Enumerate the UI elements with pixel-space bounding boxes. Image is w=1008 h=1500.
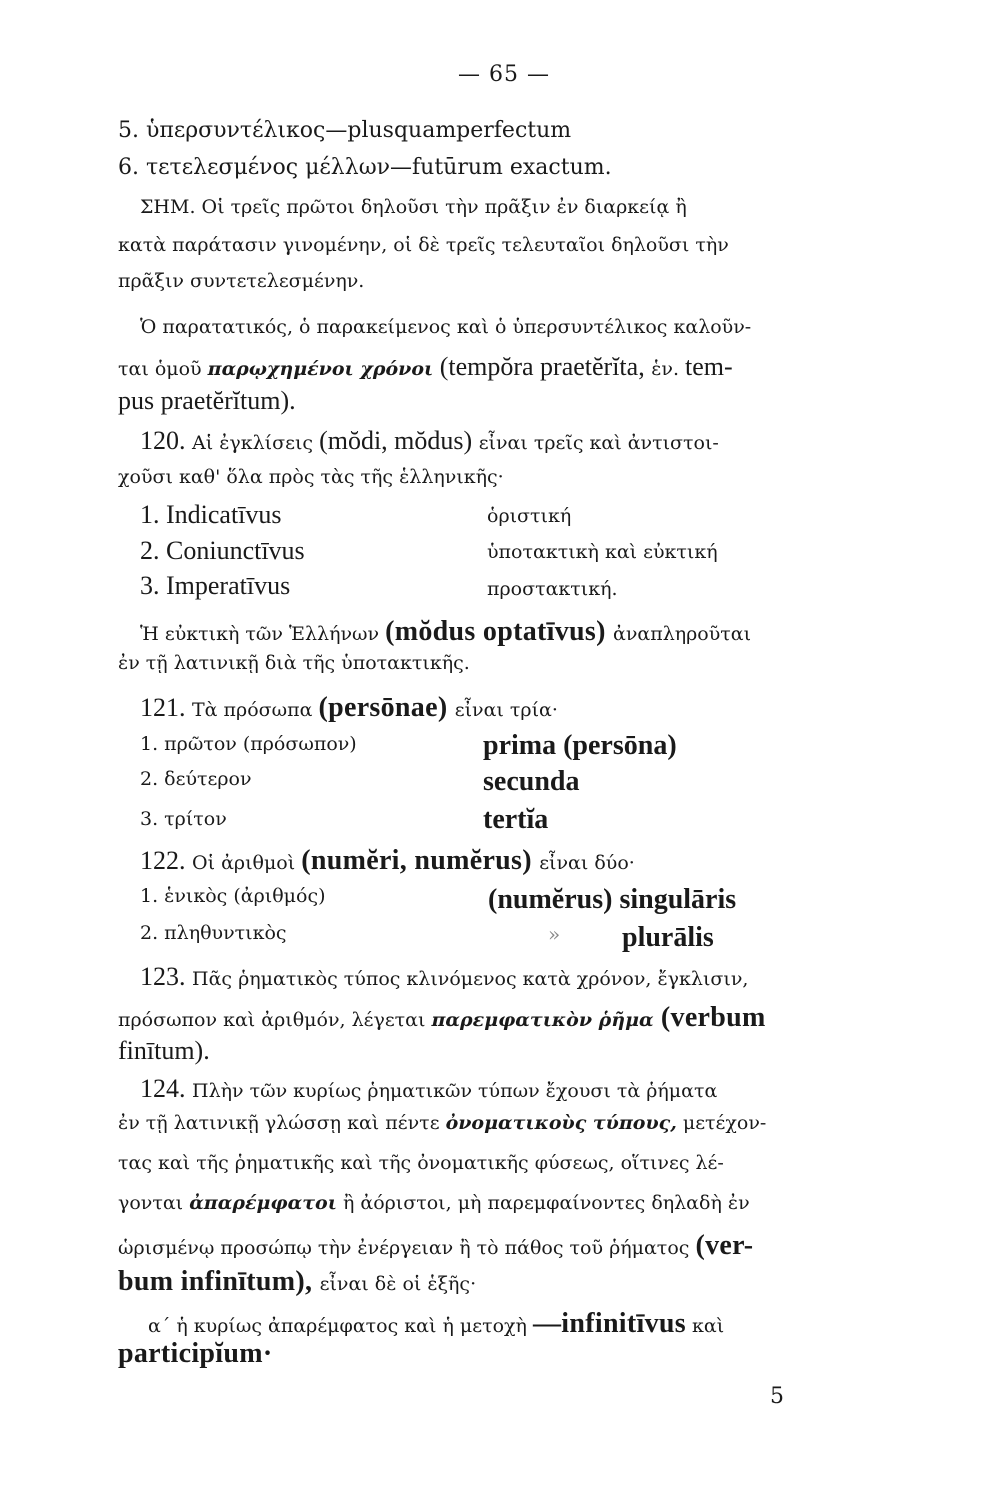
section-number: 122.: [140, 846, 192, 875]
text-line: [118, 1194, 750, 1213]
latin-text: participĭum·: [118, 1338, 273, 1369]
greek-text: Πλὴν τῶν κυρίως ῥηματικῶν τύπων ἔχουσι τὰ ῥήματα: [192, 1080, 718, 1102]
text-line: [118, 1114, 766, 1133]
number-row: [140, 887, 326, 906]
greek-text: ἢ ἀόριστοι, μὴ παρεμφαίνοντες δηλαδὴ ἐν: [336, 1192, 750, 1214]
person-latin: tertĭa: [483, 804, 549, 835]
person-latin: prima (persōna): [483, 730, 677, 761]
greek-text: Τὰ πρόσωπα: [192, 699, 319, 721]
greek-text: Ἡ εὐκτικὴ τῶν Ἑλλήνων: [140, 623, 386, 645]
greek-text: ἑν.: [651, 358, 686, 380]
mood-latin: 3. Imperatīvus: [140, 571, 291, 600]
greek-text: ἀναπληροῦται: [613, 623, 752, 645]
latin-text: finītum).: [118, 1036, 210, 1065]
emphasis-text: παρεμφατικὸν ῥῆμα: [431, 1009, 654, 1031]
greek-text: Αἱ ἐγκλίσεις: [192, 432, 320, 454]
text-line: [140, 428, 719, 454]
greek-text: εἶναι τρεῖς καὶ ἀντιστοι-: [478, 432, 719, 454]
text-line: [140, 198, 905, 217]
greek-text: καὶ: [685, 1315, 725, 1337]
greek-text: εἶναι τρία·: [454, 699, 558, 721]
greek-text: εἶναι δύο·: [539, 852, 635, 874]
greek-text: Πᾶς ῥηματικὸς τύπος κλινόμενος κατὰ χρόνον, ἔγκλισιν,: [192, 968, 749, 990]
text-line: [140, 964, 748, 990]
person-latin: secunda: [483, 766, 580, 797]
latin-text: (tempŏra praetĕrĭta,: [433, 352, 652, 381]
greek-text: ὡρισμένῳ προσώπῳ τὴν ἐνέργειαν ἢ τὸ πάθος τοῦ ῥήματος: [118, 1237, 696, 1259]
greek-text: α΄ ἡ κυρίως ἀπαρέμφατος καὶ ἡ μετοχὴ: [148, 1315, 533, 1337]
latin-text: (numĕri, numĕrus): [301, 845, 540, 876]
text-line: [118, 1004, 766, 1032]
section-number: 120.: [140, 426, 192, 455]
mood-row: [140, 538, 305, 564]
person-greek: 3. τρίτον: [140, 808, 227, 830]
latin-text: bum infinītum),: [118, 1266, 320, 1297]
text-line: [118, 236, 903, 255]
number-latin: plurālis: [622, 922, 714, 953]
mood-greek: ὁριστική: [487, 505, 572, 527]
latin-text: (mŏdus optatīvus): [385, 616, 613, 647]
text-line: [118, 388, 296, 414]
latin-text: —infinitīvus: [532, 1308, 686, 1339]
text-line: [118, 272, 364, 291]
note-line-3: πρᾶξιν συντετελεσμένην.: [118, 270, 365, 292]
latin-text: (persōnae): [318, 692, 455, 723]
greek-text: Οἱ ἀριθμοὶ: [192, 852, 302, 874]
person-greek: 2. δεύτερον: [140, 768, 252, 790]
latin-text: tem-: [685, 352, 733, 381]
latin-text: (verbum: [653, 1002, 766, 1033]
greek-text: χοῦσι καθ' ὅλα πρὸς τὰς τῆς ἑλληνικῆς·: [118, 466, 504, 488]
text-line: [118, 157, 612, 179]
number-greek: 2. πληθυντικὸς: [140, 922, 287, 944]
text-line: [118, 1232, 753, 1260]
latin-text: pus praetĕrĭtum).: [118, 386, 296, 415]
mood-greek: ὑποτακτικὴ καὶ εὐκτική: [487, 541, 718, 563]
greek-text: ἐν τῇ λατινικῇ διὰ τῆς ὑποτακτικῆς.: [118, 652, 470, 674]
person-row: [140, 810, 227, 829]
emphasis-text: ὀνοματικοὺς τύπους,: [445, 1112, 677, 1134]
text-line: [118, 120, 571, 142]
mood-latin: 1. Indicatīvus: [140, 500, 282, 529]
text-line: [140, 618, 751, 646]
latin-text: (mŏdi, mŏdus): [319, 426, 479, 455]
text-line: [140, 694, 558, 722]
tense-item-6: 6. τετελεσμένος μέλλων—futūrum exactum.: [118, 155, 612, 180]
mood-row: [140, 573, 290, 599]
section-number: 121.: [140, 693, 192, 722]
section-number: 123.: [140, 962, 192, 991]
signature-mark: 5: [770, 1384, 784, 1409]
text-line: [118, 354, 733, 380]
text-line: [118, 1268, 476, 1296]
note-line-2: κατὰ παράτασιν γινομένην, οἱ δὲ τρεῖς τελευταῖοι δηλοῦσι τὴν: [118, 234, 729, 256]
greek-text: τας καὶ τῆς ῥηματικῆς καὶ τῆς ὀνοματικῆς φύσεως, οἵτινες λέ-: [118, 1152, 724, 1174]
number-row: [140, 924, 287, 943]
greek-text: ἐν τῇ λατινικῇ γλώσσῃ καὶ πέντε: [118, 1112, 446, 1134]
latin-text: (ver-: [695, 1230, 754, 1261]
greek-text: γονται: [118, 1192, 190, 1214]
text-line: [140, 1076, 717, 1102]
mood-row: [140, 502, 282, 528]
person-row: [140, 735, 357, 754]
number-greek: 1. ἑνικὸς (ἀριθμός): [140, 885, 326, 907]
page-number: — 65 —: [458, 62, 550, 87]
greek-text: πρόσωπον καὶ ἀριθμόν, λέγεται: [118, 1009, 432, 1031]
greek-text: μετέχον-: [676, 1112, 767, 1134]
text-line: [118, 1038, 210, 1064]
text-line: [148, 1310, 724, 1338]
section-number: 124.: [140, 1074, 192, 1103]
emphasis-text: ἀπαρέμφατοι: [189, 1192, 337, 1214]
mood-greek: προστακτική.: [487, 578, 618, 600]
text-line: [140, 318, 751, 337]
number-latin: (numĕrus) singulāris: [488, 884, 737, 915]
greek-text: εἶναι δὲ οἱ ἑξῆς·: [319, 1273, 477, 1295]
text-line: [118, 654, 470, 673]
greek-text: ται ὁμοῦ: [118, 358, 208, 380]
person-row: [140, 770, 252, 789]
person-greek: 1. πρῶτον (πρόσωπον): [140, 733, 357, 755]
ditto-mark: »: [548, 922, 561, 946]
text-line: [118, 1340, 273, 1368]
tense-item-5: 5. ὑπερσυντέλικος—plusquamperfectum: [118, 118, 572, 143]
text-line: [118, 1154, 724, 1173]
text-line: [140, 847, 635, 875]
note-line-1: ΣΗΜ. Οἱ τρεῖς πρῶτοι δηλοῦσι τὴν πρᾶξιν ἐν διαρκείᾳ ἢ: [140, 196, 687, 218]
paragraph-line: Ὁ παρατατικός, ὁ παρακείμενος καὶ ὁ ὑπερσυντέλικος καλοῦν-: [140, 316, 752, 338]
mood-latin: 2. Coniunctīvus: [140, 536, 305, 565]
text-line: [118, 468, 504, 487]
emphasis-text: παρῳχημένοι χρόνοι: [207, 358, 434, 380]
